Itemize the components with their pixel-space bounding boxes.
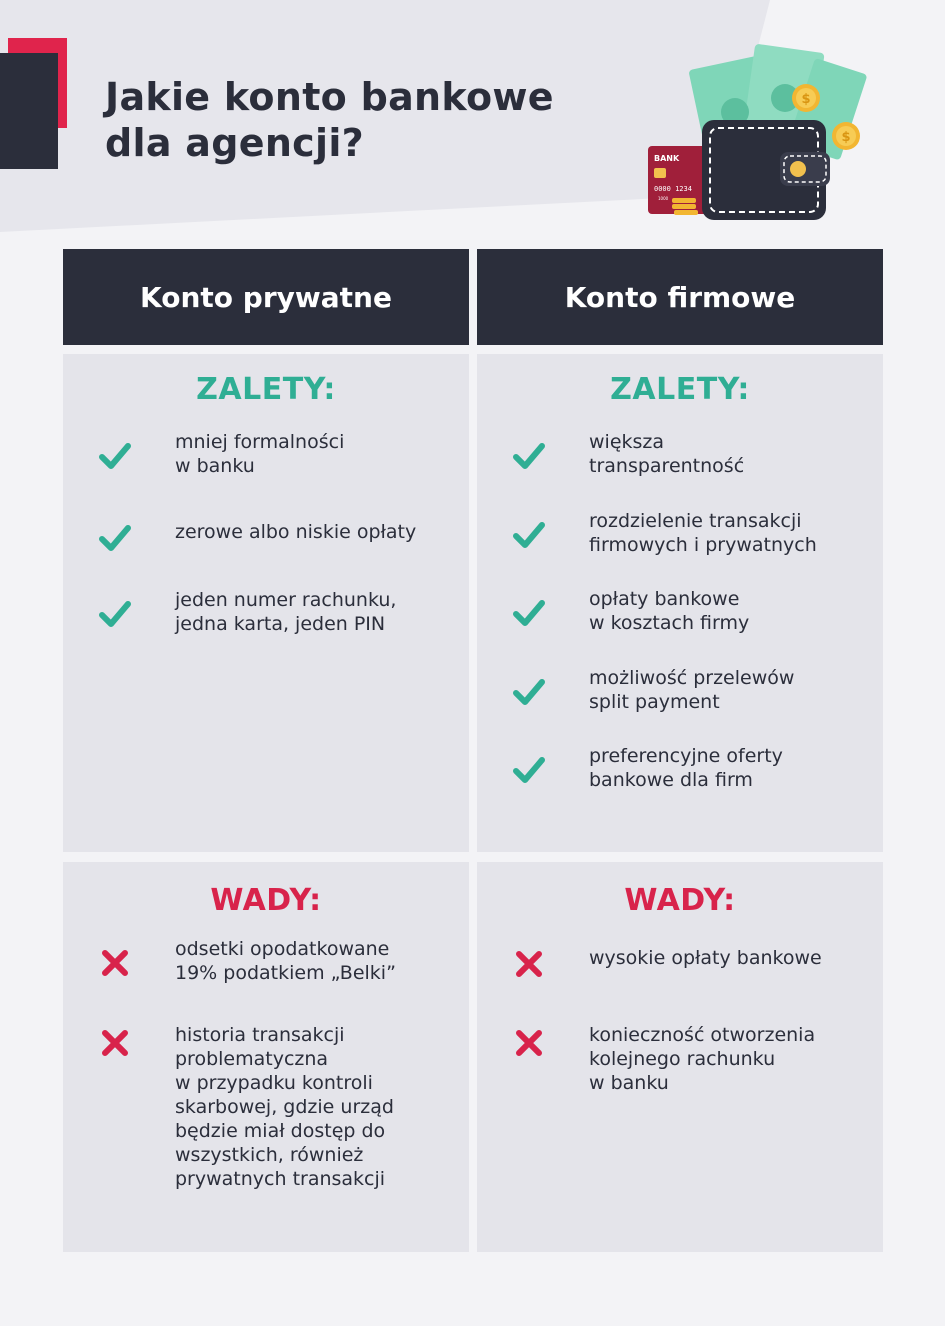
column-heading-private: Konto prywatne xyxy=(63,249,469,345)
title-line-1: Jakie konto bankowe xyxy=(105,75,554,119)
title-line-2: dla agencji? xyxy=(105,121,364,165)
cons-title: WADY: xyxy=(210,883,322,918)
item-text-line: w kosztach firmy xyxy=(589,612,750,634)
column-heading-business: Konto firmowe xyxy=(477,249,883,345)
item-text xyxy=(589,430,869,478)
item-text-line: w przypadku kontroli xyxy=(175,1072,373,1094)
item-text xyxy=(589,744,869,792)
item-text-line: jeden numer rachunku, xyxy=(175,589,397,611)
card-number: 0000 1234 xyxy=(654,185,692,193)
item-text-line: będzie miał dostęp do xyxy=(175,1120,386,1142)
item-text-line: preferencyjne oferty xyxy=(589,745,783,767)
item-text-line: skarbowej, gdzie urząd xyxy=(175,1096,394,1118)
pros-title: ZALETY: xyxy=(610,372,750,407)
wallet-illustration xyxy=(640,40,870,225)
item-text xyxy=(175,430,455,478)
item-text-line: problematyczna xyxy=(175,1048,329,1070)
check-icon xyxy=(97,520,133,556)
item-text-line: wszystkich, również xyxy=(175,1144,364,1166)
cross-icon xyxy=(511,946,547,982)
item-text-line: rozdzielenie transakcji xyxy=(589,510,802,532)
cross-icon xyxy=(97,945,133,981)
page-title xyxy=(105,74,625,166)
card-small-number: 1000 xyxy=(658,196,669,201)
card-bank-label: BANK xyxy=(654,154,680,163)
item-text-line: bankowe dla firm xyxy=(589,769,753,791)
item-text-line: opłaty bankowe xyxy=(589,588,740,610)
item-text xyxy=(589,1023,869,1095)
check-icon xyxy=(511,517,547,553)
wallet-icon xyxy=(702,120,830,220)
check-icon xyxy=(97,596,133,632)
bank-card-icon xyxy=(648,146,708,214)
pros-panel-private xyxy=(63,354,469,852)
item-text-line: możliwość przelewów xyxy=(589,667,795,689)
item-text-line: kolejnego rachunku xyxy=(589,1048,776,1070)
item-text-line: odsetki opodatkowane xyxy=(175,938,390,960)
item-text xyxy=(175,937,455,985)
item-text-line: jedna karta, jeden PIN xyxy=(175,613,386,635)
pros-title: ZALETY: xyxy=(196,372,336,407)
item-text xyxy=(589,666,869,714)
coin-symbol: $ xyxy=(801,92,811,107)
accent-block-dark xyxy=(0,53,58,169)
item-text xyxy=(175,1023,455,1191)
cross-icon xyxy=(511,1025,547,1061)
item-text-line: split payment xyxy=(589,691,720,713)
pros-panel-business xyxy=(477,354,883,852)
item-text-line: transparentność xyxy=(589,455,745,477)
item-text xyxy=(589,587,869,635)
cons-title: WADY: xyxy=(624,883,736,918)
item-text-line: konieczność otworzenia xyxy=(589,1024,816,1046)
item-text-line: 19% podatkiem „Belki” xyxy=(175,962,396,984)
item-text xyxy=(175,588,455,636)
item-text xyxy=(589,509,869,557)
item-text-line: większa xyxy=(589,431,665,453)
item-text-line: firmowych i prywatnych xyxy=(589,534,817,556)
check-icon xyxy=(511,674,547,710)
check-icon xyxy=(97,438,133,474)
item-text-line: historia transakcji xyxy=(175,1024,345,1046)
coin-symbol: $ xyxy=(841,130,851,145)
cons-panel-private xyxy=(63,862,469,1252)
item-text xyxy=(589,946,869,970)
item-text-line: wysokie opłaty bankowe xyxy=(589,947,822,969)
cross-icon xyxy=(97,1025,133,1061)
item-text-line: w banku xyxy=(589,1072,669,1094)
check-icon xyxy=(511,595,547,631)
item-text-line: prywatnych transakcji xyxy=(175,1168,386,1190)
item-text-line: mniej formalności xyxy=(175,431,345,453)
check-icon xyxy=(511,438,547,474)
item-text xyxy=(175,520,455,544)
item-text-line: w banku xyxy=(175,455,255,477)
item-text-line: zerowe albo niskie opłaty xyxy=(175,521,417,543)
coin-stack-icon xyxy=(672,198,698,215)
check-icon xyxy=(511,752,547,788)
cons-panel-business xyxy=(477,862,883,1252)
